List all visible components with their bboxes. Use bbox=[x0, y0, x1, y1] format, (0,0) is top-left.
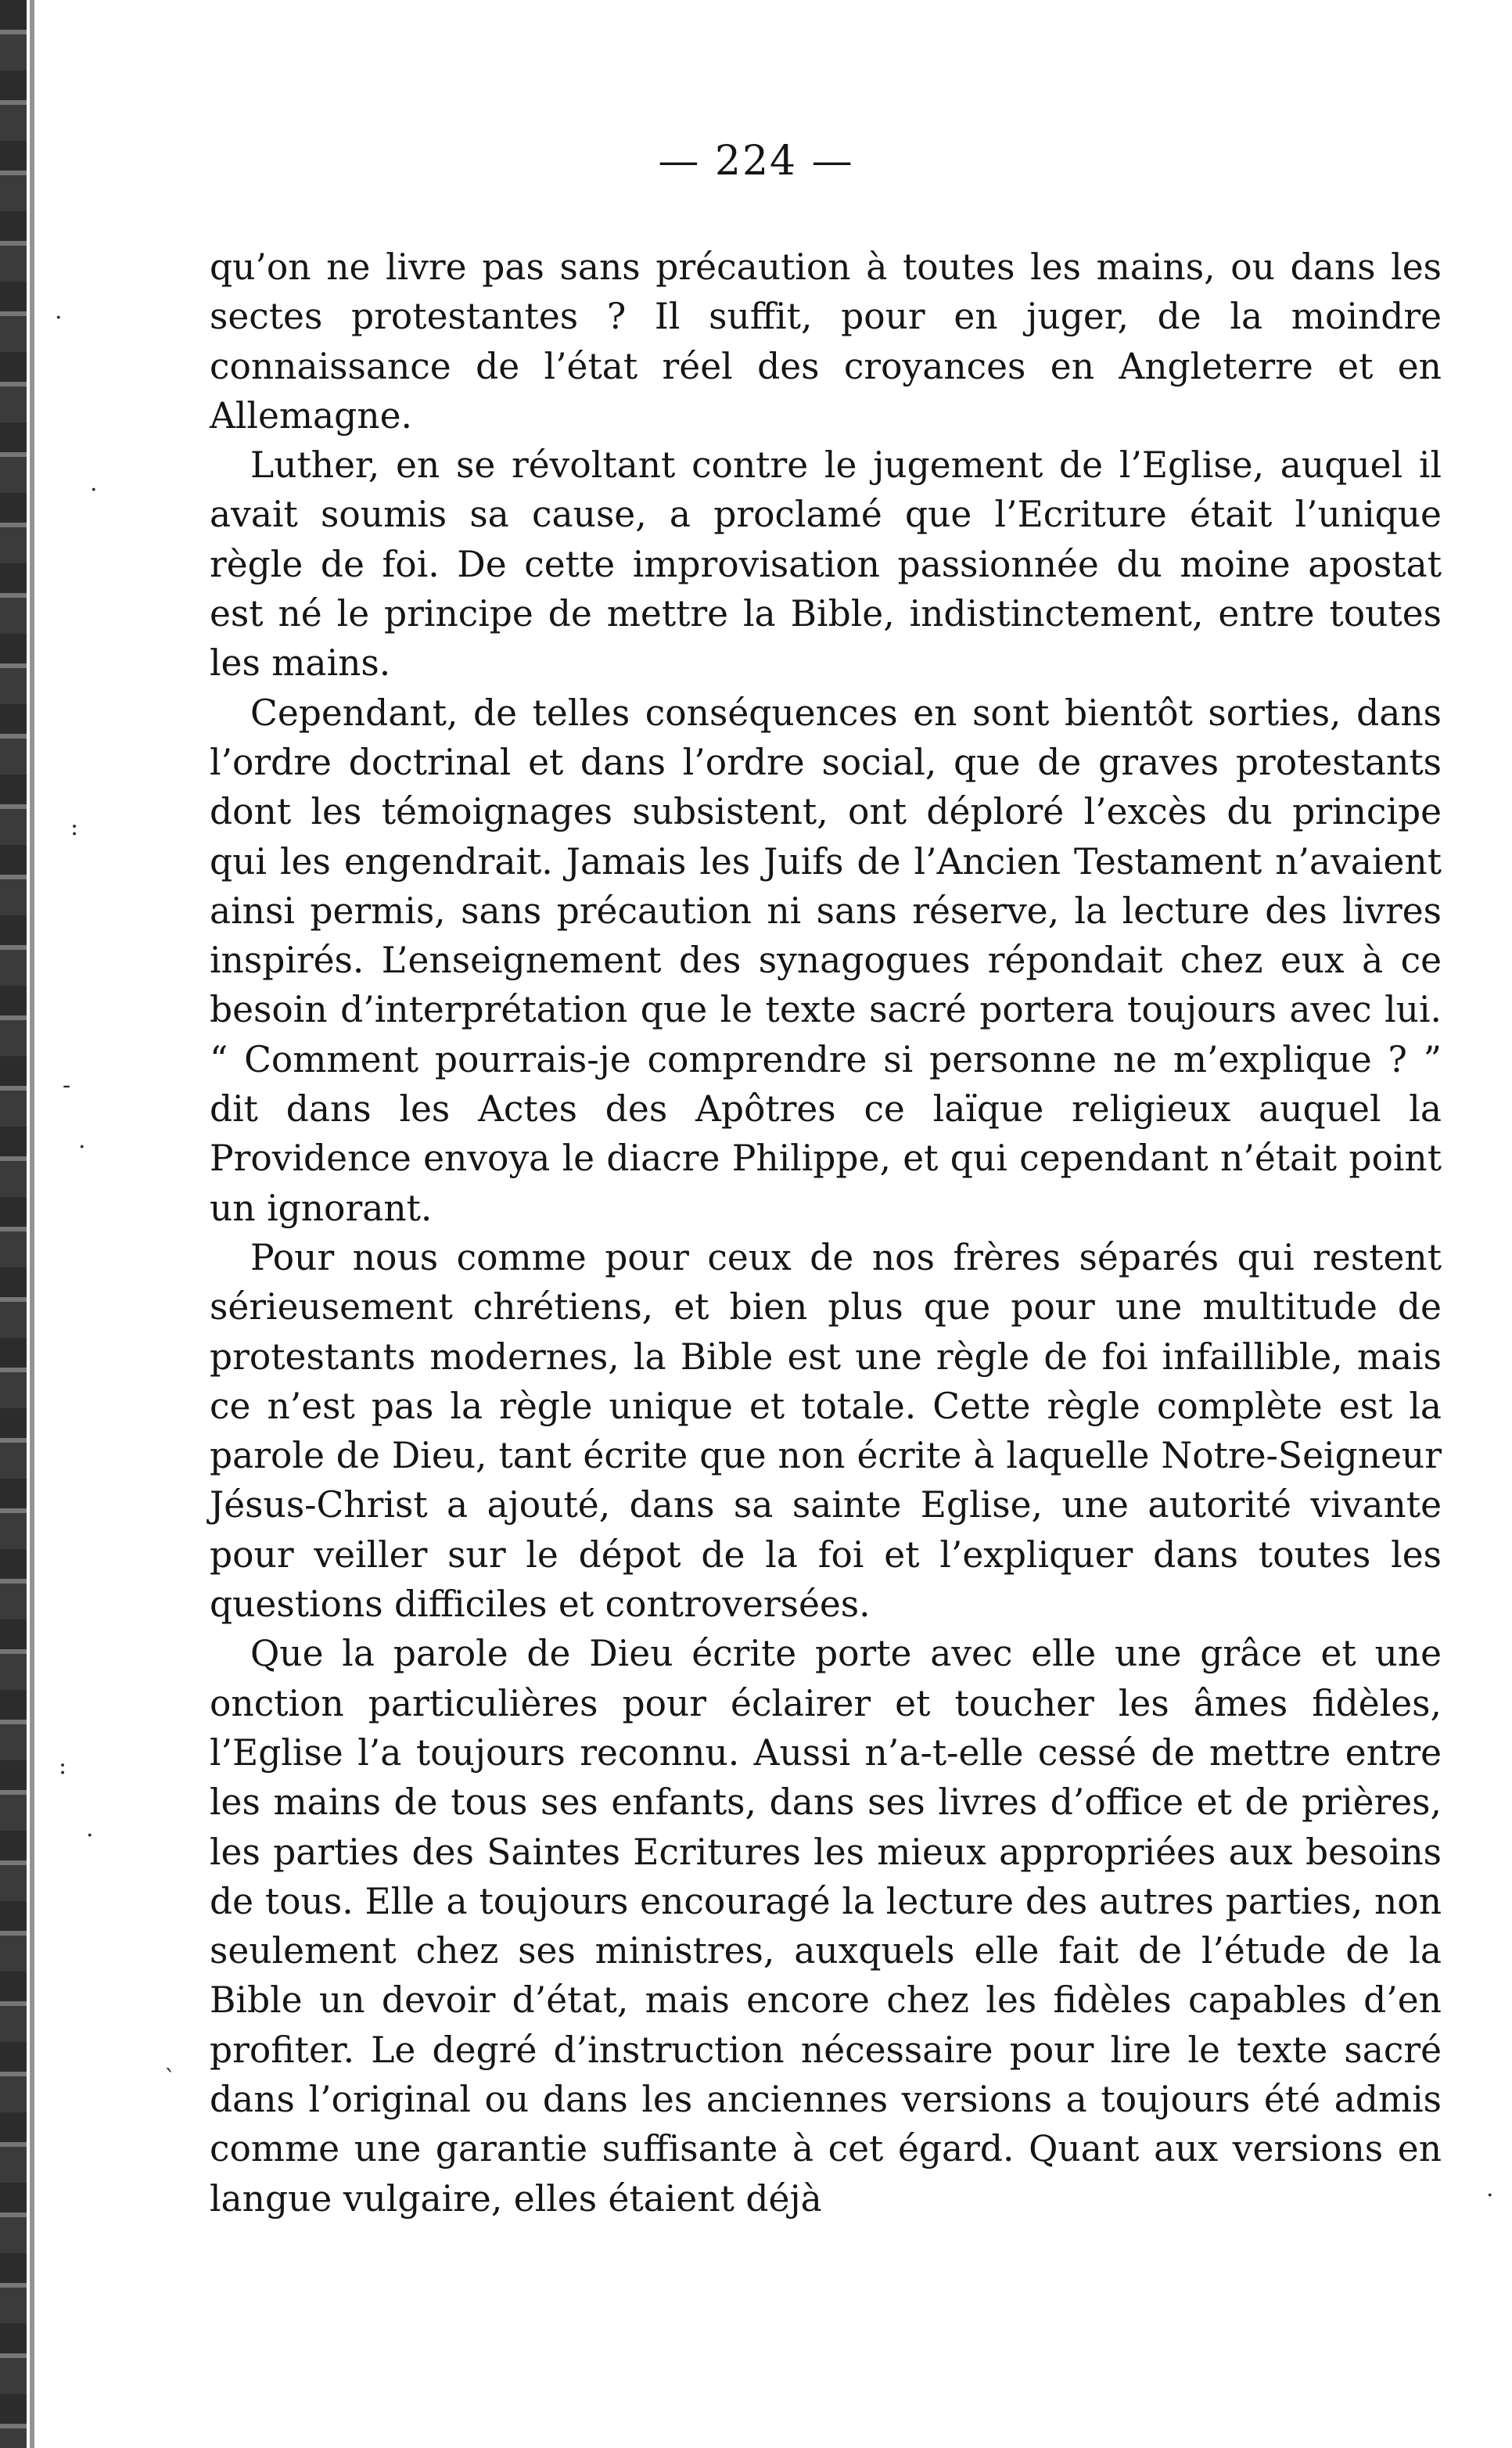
binding-edge bbox=[0, 0, 27, 2448]
page-number: — 224 — bbox=[658, 138, 854, 185]
paragraph-3: Cependant, de telles conséquences en sont bientôt sorties, dans l’ordre doctrinal et dans l’ordre social, que de graves protestants dont les témoignages subsistent, ont déploré l’excès du principe qui les engendrait. Jamais les Juifs de l’Ancien Testament n’avaient ainsi permis, sans précaution ni sans réserve, la lecture des livres inspirés. L’enseignement des synagogues répondait chez eux à ce besoin d’interprétation que le texte sacré portera toujours avec lui. “ Comment pourrais-je comprendre si personne ne m’explique ? ” dit dans les Actes des Apôtres ce laïque religieux auquel la Providence envoya le diacre Philippe, et qui cependant n’était point un ignorant. bbox=[210, 692, 1442, 1229]
paragraph-5: Que la parole de Dieu écrite porte avec elle une grâce et une onction particulières pour éclairer et toucher les âmes fidèles, l’Eglise l’a toujours reconnu. Aussi n’a-t-elle cessé de mettre entre les mains de tous ses enfants, dans ses livres d’office et de prières, les parties des Saintes Ecritures les mieux appropriées aux besoins de tous. Elle a toujours encouragé la lecture des autres parties, non seulement chez ses ministres, auxquels elle fait de l’étude de la Bible un devoir d’état, mais encore chez les fidèles capables d’en profiter. Le degré d’instruction nécessaire pour lire le texte sacré dans l’original ou dans les anciennes versions a toujours été admis comme une garantie suffisante à cet égard. Quant aux versions en langue vulgaire, elles étaient déjà bbox=[210, 1633, 1442, 2220]
scan-speck: - bbox=[63, 1072, 71, 1099]
scan-speck: . bbox=[1486, 2175, 1494, 2202]
paragraph-1: qu’on ne livre pas sans précaution à toutes les mains, ou dans les sectes protestantes ? Il suffit, pour en juger, de la moindre connaissance de l’état réel des croyances en Angleterre et en Allemagne. bbox=[210, 246, 1442, 437]
scan-speck: : bbox=[70, 814, 79, 841]
paragraph-4: Pour nous comme pour ceux de nos frères séparés qui restent sérieusement chrétiens, et bien plus que pour une multitude de protestants modernes, la Bible est une règle de foi infaillible, mais ce n’est pas la règle unique et totale. Cette règle complète est la parole de Dieu, tant écrite que non écrite à laquelle Notre-Seigneur Jésus-Christ a ajouté, dans sa sainte Eglise, une autorité vivante pour veiller sur le dépot de la foi et l’expliquer dans toutes les questions difficiles et controversées. bbox=[210, 1236, 1442, 1626]
scan-speck: : bbox=[59, 1752, 67, 1780]
scan-speck: . bbox=[78, 1127, 86, 1154]
scan-speck: . bbox=[90, 469, 98, 497]
paragraph-2: Luther, en se révoltant contre le jugement de l’Eglise, auquel il avait soumis sa cause, a proclamé que l’Ecriture était l’unique règle de foi. De cette improvisation passionnée du moine apostat est né le principe de mettre la Bible, indistinctement, entre toutes les mains. bbox=[210, 444, 1442, 685]
scan-speck: . bbox=[55, 297, 63, 325]
body-text bbox=[210, 243, 1442, 2223]
scan-speck: . bbox=[86, 1815, 94, 1842]
binding-shadow bbox=[30, 0, 34, 2448]
scan-speck: ` bbox=[164, 2065, 176, 2093]
